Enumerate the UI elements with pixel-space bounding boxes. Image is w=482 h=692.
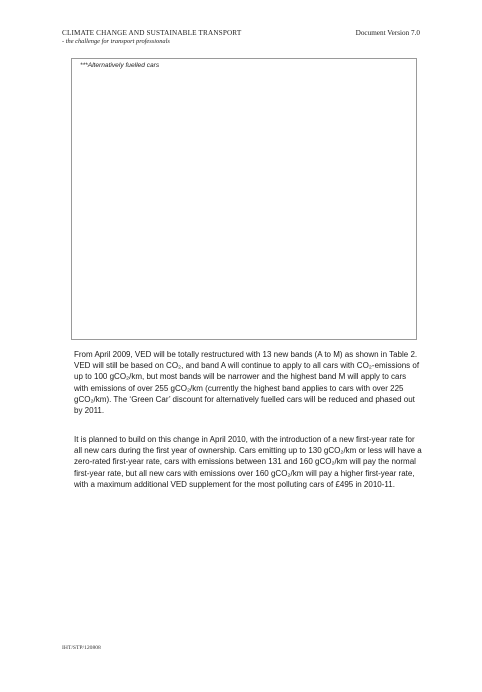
document-header-title: CLIMATE CHANGE AND SUSTAINABLE TRANSPORT <box>62 29 242 37</box>
paragraph-text: It is planned to build on this change in April 2010, with the introduction of a new first-year rate for all new cars during the first year of ownership. Cars emitting up to 130 gCO₂/km or less will have a zero-rated first-year rate, cars with emissions between 131 and 160 gCO₂/km will pay the normal first-year rate, but all new cars with emissions over 160 gCO₂/km will pay a higher first-year rate, with a maximum additional VED supplement for the most polluting cars of £495 in 2010-11. <box>74 435 422 489</box>
table-2-frame <box>71 58 417 340</box>
body-paragraph-2 <box>74 434 422 490</box>
document-footer-code: IHT/STP/120808 <box>62 645 101 651</box>
table-footnote: ***Alternatively fuelled cars <box>80 62 160 69</box>
document-version: Document Version 7.0 <box>355 29 420 37</box>
body-paragraph-1 <box>74 349 422 416</box>
paragraph-text: From April 2009, VED will be totally restructured with 13 new bands (A to M) as shown in Table 2. VED will still be based on CO₂, and band A will continue to apply to all cars with CO₂-emissions of up to 100 gCO₂/km, but most bands will be narrower and the highest band M will apply to cars with emissions of over 255 gCO₂/km (currently the highest band applies to cars with over 225 gCO₂/km). The ‘Green Car’ discount for alternatively fuelled cars will be reduced and phased out by 2011. <box>74 350 420 416</box>
document-header-subtitle: - the challenge for transport professionals <box>62 38 170 45</box>
